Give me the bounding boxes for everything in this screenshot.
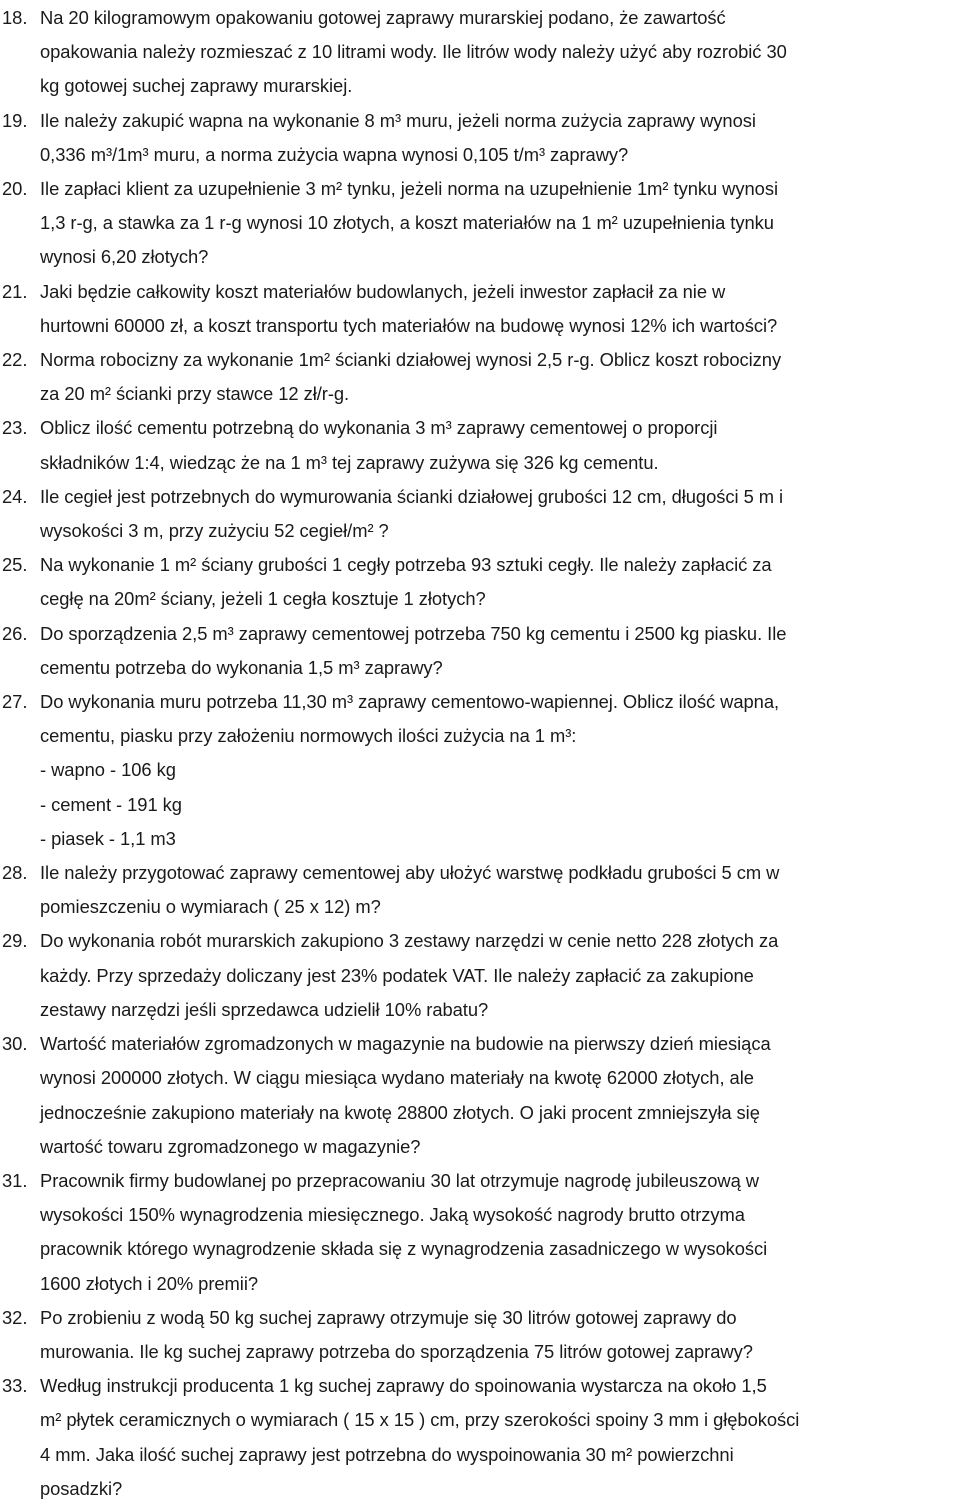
problem-text-line: składników 1:4, wiedząc że na 1 m³ tej zaprawy zużywa się 326 kg cementu. — [40, 451, 659, 473]
problem-text-line: pomieszczeniu o wymiarach ( 25 x 12) m? — [40, 896, 381, 918]
problem-item — [0, 480, 960, 548]
problem-item — [0, 172, 960, 275]
problem-text-line: Ile zapłaci klient za uzupełnienie 3 m² tynku, jeżeli norma na uzupełnienie 1m² tynku wynosi — [40, 178, 778, 200]
problem-text-line: pracownik którego wynagrodzenie składa się z wynagrodzenia zasadniczego w wysokości — [40, 1238, 768, 1260]
problem-text-line: jednocześnie zakupiono materiały na kwotę 28800 złotych. O jaki procent zmniejszyła się — [40, 1101, 760, 1123]
problem-number: 18. — [2, 7, 28, 28]
problem-number: 21. — [2, 280, 28, 302]
problem-text-line: Ile należy przygotować zaprawy cementowej aby ułożyć warstwę podkładu grubości 5 cm w — [40, 862, 780, 884]
problem-text-line: cementu potrzeba do wykonania 1,5 m³ zaprawy? — [40, 656, 443, 678]
problem-item — [0, 104, 960, 172]
problem-text-line: - piasek - 1,1 m3 — [40, 827, 176, 849]
problem-text-line: Na wykonanie 1 m² ściany grubości 1 cegły potrzeba 93 sztuki cegły. Ile należy zapłacić za — [40, 554, 772, 576]
problem-text-line: Pracownik firmy budowlanej po przepracowaniu 30 lat otrzymuje nagrodę jubileuszową w — [40, 1169, 759, 1191]
problem-item — [0, 1164, 960, 1301]
problem-number: 30. — [2, 1033, 28, 1055]
problem-text-line: Ile cegieł jest potrzebnych do wymurowania ścianki działowej grubości 12 cm, długości 5 m i — [40, 485, 784, 507]
problem-text-line: opakowania należy rozmieszać z 10 litrami wody. Ile litrów wody należy użyć aby rozrobić 30 — [40, 41, 787, 63]
problem-number: 24. — [2, 485, 28, 507]
problem-number: 33. — [2, 1375, 28, 1397]
problem-text-line: cementu, piasku przy założeniu normowych ilości zużycia na 1 m³: — [40, 725, 577, 747]
problem-item — [0, 685, 960, 856]
problem-text-line: wynosi 6,20 złotych? — [40, 246, 209, 268]
problem-text-line: 4 mm. Jaka ilość suchej zaprawy jest potrzebna do wyspoinowania 30 m² powierzchni — [40, 1443, 734, 1465]
problem-text-line: posadzki? — [40, 1477, 123, 1499]
problem-number: 26. — [2, 622, 28, 644]
problem-text-line: Według instrukcji producenta 1 kg suchej zaprawy do spoinowania wystarcza na około 1,5 — [40, 1375, 767, 1397]
problem-text-line: wartość towaru zgromadzonego w magazynie? — [40, 1135, 421, 1157]
problem-number: 28. — [2, 862, 28, 884]
problem-text-line: zestawy narzędzi jeśli sprzedawca udzielił 10% rabatu? — [40, 998, 489, 1020]
problem-text-line: za 20 m² ścianki przy stawce 12 zł/r-g. — [40, 383, 350, 405]
problem-text-line: m² płytek ceramicznych o wymiarach ( 15 x 15 ) cm, przy szerokości spoiny 3 mm i głębokości — [40, 1409, 800, 1431]
problem-item — [0, 275, 960, 343]
problem-number: 23. — [2, 417, 28, 439]
problem-text-line: Do sporządzenia 2,5 m³ zaprawy cementowej potrzeba 750 kg cementu i 2500 kg piasku. Ile — [40, 622, 787, 644]
problem-number: 22. — [2, 349, 28, 371]
problem-number: 29. — [2, 930, 28, 952]
problem-text-line: - wapno - 106 kg — [40, 759, 176, 781]
problem-text-line: Oblicz ilość cementu potrzebną do wykonania 3 m³ zaprawy cementowej o proporcji — [40, 417, 718, 439]
problem-text-line: Norma robocizny za wykonanie 1m² ścianki działowej wynosi 2,5 r-g. Oblicz koszt robocizny — [40, 349, 782, 371]
problem-list — [0, 1, 960, 1506]
problem-text-line: hurtowni 60000 zł, a koszt transportu tych materiałów na budowę wynosi 12% ich wartości? — [40, 314, 778, 336]
problem-text-line: murowania. Ile kg suchej zaprawy potrzeba do sporządzenia 75 litrów gotowej zaprawy? — [40, 1340, 753, 1362]
problem-item — [0, 617, 960, 685]
problem-text-line: Wartość materiałów zgromadzonych w magazynie na budowie na pierwszy dzień miesiąca — [40, 1033, 771, 1055]
problem-text-line: Po zrobieniu z wodą 50 kg suchej zaprawy otrzymuje się 30 litrów gotowej zaprawy do — [40, 1306, 737, 1328]
problem-number: 19. — [2, 109, 28, 131]
problem-number: 32. — [2, 1306, 28, 1328]
problem-item — [0, 924, 960, 1027]
problem-text-line: 0,336 m³/1m³ muru, a norma zużycia wapna wynosi 0,105 t/m³ zaprawy? — [40, 143, 629, 165]
problem-item — [0, 343, 960, 411]
problem-text-line: Na 20 kilogramowym opakowaniu gotowej zaprawy murarskiej podano, że zawartość — [40, 7, 726, 28]
problem-text-line: 1600 złotych i 20% premii? — [40, 1272, 259, 1294]
problem-item — [0, 1, 960, 104]
problem-text-line: wysokości 150% wynagrodzenia miesięcznego. Jaką wysokość nagrody brutto otrzyma — [40, 1204, 745, 1226]
problem-text-line: każdy. Przy sprzedaży doliczany jest 23% podatek VAT. Ile należy zapłacić za zakupione — [40, 964, 754, 986]
problem-text-line: 1,3 r-g, a stawka za 1 r-g wynosi 10 złotych, a koszt materiałów na 1 m² uzupełnienia tynku — [40, 212, 774, 234]
problem-text-line: wysokości 3 m, przy zużyciu 52 cegieł/m² ? — [40, 520, 389, 542]
problem-number: 27. — [2, 691, 28, 713]
problem-text-line: wynosi 200000 złotych. W ciągu miesiąca wydano materiały na kwotę 62000 złotych, ale — [40, 1067, 754, 1089]
problem-text-line: kg gotowej suchej zaprawy murarskiej. — [40, 75, 353, 97]
problem-text-line: Do wykonania robót murarskich zakupiono 3 zestawy narzędzi w cenie netto 228 złotych za — [40, 930, 779, 952]
problem-item — [0, 1027, 960, 1164]
problem-text-line: - cement - 191 kg — [40, 793, 182, 815]
problem-number: 20. — [2, 178, 28, 200]
problem-item — [0, 548, 960, 616]
problem-text-line: Jaki będzie całkowity koszt materiałów budowlanych, jeżeli inwestor zapłacił za nie w — [40, 280, 726, 302]
problem-item — [0, 856, 960, 924]
problem-text-line: Do wykonania muru potrzeba 11,30 m³ zaprawy cementowo-wapiennej. Oblicz ilość wapna, — [40, 691, 780, 713]
problem-number: 25. — [2, 554, 28, 576]
problem-item — [0, 1369, 960, 1506]
problem-number: 31. — [2, 1169, 28, 1191]
problem-item — [0, 411, 960, 479]
problem-item — [0, 1301, 960, 1369]
problem-text-line: Ile należy zakupić wapna na wykonanie 8 m³ muru, jeżeli norma zużycia zaprawy wynosi — [40, 109, 756, 131]
problem-text-line: cegłę na 20m² ściany, jeżeli 1 cegła kosztuje 1 złotych? — [40, 588, 486, 610]
